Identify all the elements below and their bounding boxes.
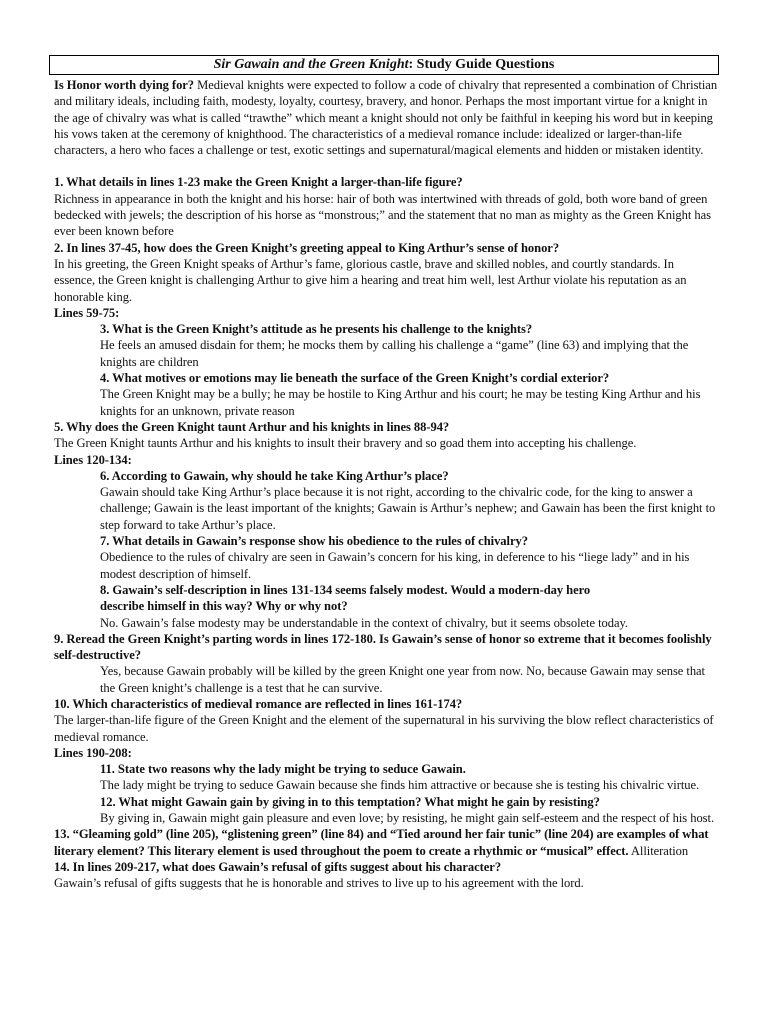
- answer-7: Obedience to the rules of chivalry are seen in Gawain’s concern for his king, in deference to his “liege lady” and in his modest description of himself.: [100, 550, 690, 581]
- question-7: 7. What details in Gawain’s response show his obedience to the rules of chivalry?: [100, 534, 528, 549]
- section-lines-59-75: Lines 59-75:: [54, 305, 120, 320]
- answer-2: In his greeting, the Green Knight speaks of Arthur’s fame, glorious castle, brave and skilled nobles, and courtly standards. In essence, the Green knight is challenging Arthur to give him a hearing and treat him well, lest Arthur violate his reputation as an honorable king.: [54, 256, 687, 304]
- answer-14: Gawain’s refusal of gifts suggests that he is honorable and strives to live up to his agreement with the lord.: [54, 876, 584, 891]
- question-4: 4. What motives or emotions may lie beneath the surface of the Green Knight’s cordial exterior?: [100, 371, 610, 386]
- question-2: 2. In lines 37-45, how does the Green Knight’s greeting appeal to King Arthur’s sense of honor?: [54, 240, 560, 255]
- answer-1: Richness in appearance in both the knight and his horse: hair of both was intertwined with threads of gold, both wore band of green bedecked with jewels; the description of his horse as “monstrous;” and the statement that no man as mighty as the Green Knight has ever been known before: [54, 191, 711, 239]
- question-11: 11. State two reasons why the lady might be trying to seduce Gawain.: [100, 762, 466, 777]
- document-body: [54, 77, 718, 892]
- answer-4: The Green Knight may be a bully; he may be hostile to King Arthur and his court; he may be testing King Arthur and his knights for an unknown, private reason: [100, 387, 701, 418]
- intro-heading: Is Honor worth dying for?: [54, 78, 195, 92]
- answer-12: By giving in, Gawain might gain pleasure and even love; by resisting, he might gain self-esteem and the respect of his host.: [100, 811, 715, 826]
- question-14: 14. In lines 209-217, what does Gawain’s refusal of gifts suggest about his character?: [54, 859, 502, 874]
- intro-paragraph: [54, 77, 718, 158]
- answer-10: The larger-than-life figure of the Green Knight and the element of the supernatural in his surviving the blow reflect characteristics of medieval romance.: [54, 713, 714, 744]
- title-italic: Sir Gawain and the Green Knight: [213, 57, 409, 72]
- answer-6: Gawain should take King Arthur’s place because it is not right, according to the chivalric code, for the king to answer a challenge; Gawain is the least important of the knights; Gawain is Arthur’s nephew; and Gawain has been the first knight to step forward to take Arthur’s place.: [100, 485, 716, 532]
- question-5: 5. Why does the Green Knight taunt Arthur and his knights in lines 88-94?: [54, 419, 450, 434]
- intro-text: Medieval knights were expected to follow a code of chivalry that represented a combination of Christian and military ideals, including faith, modesty, loyalty, courtesy, bravery, and honor. Perhaps the most important virtue for a knight in the age of chivalry was what is called “trawthe” which meant a knight should not only be faithful in keeping his word but in keeping his vows taken at the ceremony of knighthood. The characteristics of a medieval romance include: idealized or larger-than-life characters, a hero who faces a challenge or test, exotic settings and supernatural/magical elements and hidden or mistaken identity.: [54, 78, 718, 158]
- answer-13: Alliteration: [628, 843, 689, 858]
- question-13-paragraph: [54, 826, 718, 859]
- question-8-line-2: describe himself in this way? Why or why not?: [100, 599, 348, 614]
- answer-8: No. Gawain’s false modesty may be understandable in the context of chivalry, but it seems obsolete today.: [100, 615, 628, 630]
- answer-9: Yes, because Gawain probably will be killed by the green Knight one year from now. No, because Gawain may sense that the Green knight’s challenge is a test that he can survive.: [100, 664, 705, 695]
- question-1: 1. What details in lines 1-23 make the Green Knight a larger-than-life figure?: [54, 175, 463, 190]
- document-title: [49, 55, 719, 75]
- question-10: 10. Which characteristics of medieval romance are reflected in lines 161-174?: [54, 696, 463, 711]
- answer-5: The Green Knight taunts Arthur and his knights to insult their bravery and so goad them into accepting his challenge.: [54, 436, 637, 451]
- question-13: 13. “Gleaming gold” (line 205), “glistening green” (line 84) and “Tied around her fair tunic” (line 204) are examples of what literary element? This literary element is used throughout the poem to create a rhythmic or “musical” effect.: [54, 827, 709, 858]
- section-lines-120-134: Lines 120-134:: [54, 452, 132, 467]
- question-6: 6. According to Gawain, why should he take King Arthur’s place?: [100, 468, 449, 483]
- answer-3: He feels an amused disdain for them; he mocks them by calling his challenge a “game” (line 63) and implying that the knights are children: [100, 338, 689, 369]
- answer-11: The lady might be trying to seduce Gawain because she finds him attractive or because she is testing his chivalric virtue.: [100, 778, 700, 793]
- section-lines-190-208: Lines 190-208:: [54, 745, 132, 760]
- spacer: [54, 158, 718, 174]
- question-12: 12. What might Gawain gain by giving in to this temptation? What might he gain by resisting?: [100, 794, 600, 809]
- title-rest: : Study Guide Questions: [408, 57, 555, 72]
- question-9: 9. Reread the Green Knight’s parting words in lines 172-180. Is Gawain’s sense of honor so extreme that it becomes foolishly self-destructive?: [54, 631, 712, 663]
- question-8-line-1: 8. Gawain’s self-description in lines 131-134 seems falsely modest. Would a modern-day hero: [100, 582, 591, 597]
- question-3: 3. What is the Green Knight’s attitude as he presents his challenge to the knights?: [100, 322, 533, 337]
